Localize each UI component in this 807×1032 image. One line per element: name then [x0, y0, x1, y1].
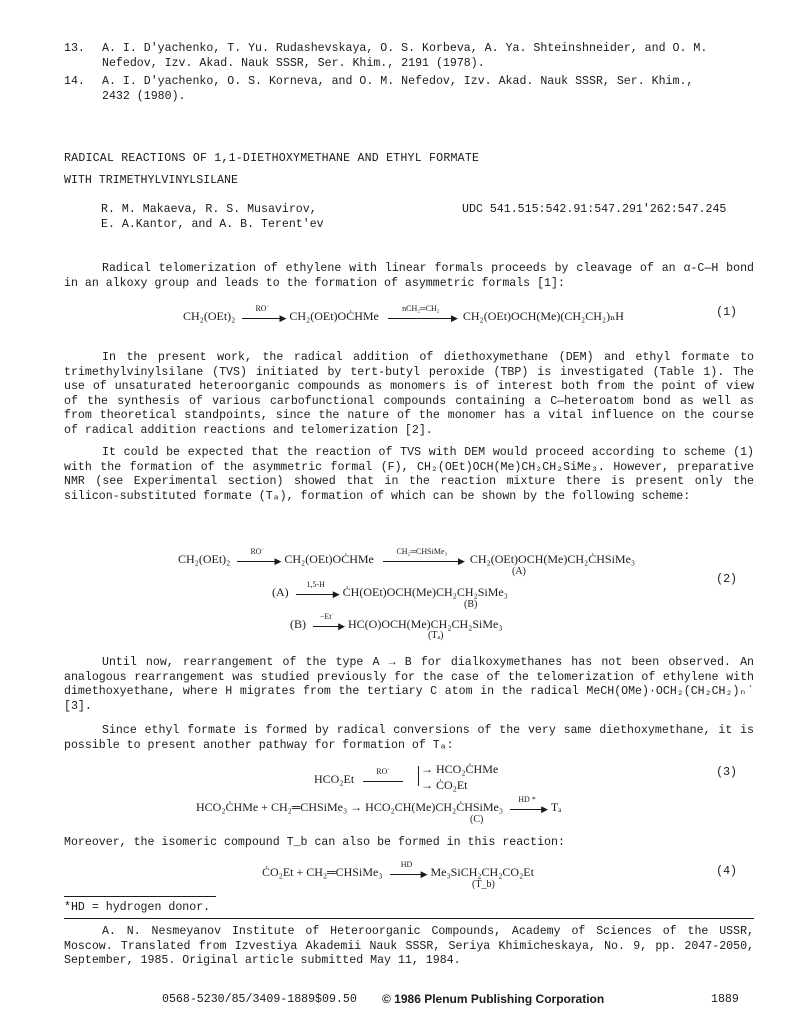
eq3-arrow-2-label: HD * [518, 794, 536, 804]
equation-4 [262, 859, 534, 880]
eq1-arrow-1: RO˙ ▶ [242, 316, 282, 319]
eq1-intermediate: CH₂(OEt)OĊHMe [289, 309, 379, 323]
eq2-arrow-3: 1,5-H ▶ [296, 592, 336, 595]
paragraph-1: Radical telomerization of ethylene with linear formals proceeds by cleavage of an α-C—H bond in an alkoxy group and leads to the formation of asymmetric formals [1]: [64, 262, 754, 290]
eq1-reactant: CH₂(OEt)₂ [183, 309, 236, 323]
eq2-arrow-1-label: RO˙ [250, 546, 265, 556]
eq2-radical-a: CH₂(OEt)OCH(Me)CH₂ĊHSiMe₃ [469, 552, 636, 566]
eq2-arrow-3-label: 1,5-H [306, 579, 325, 589]
eq3-tag-c: (C) [470, 814, 484, 825]
reference-text-line1: A. I. D'yachenko, O. S. Korneva, and O. M. Nefedov, Izv. Akad. Nauk SSSR, Ser. Khim., [102, 75, 694, 88]
equation-4-number: (4) [716, 865, 737, 878]
eq3-product: Tₐ [550, 800, 562, 814]
eq1-arrow-1-label: RO˙ [255, 303, 270, 313]
equation-2-number: (2) [716, 573, 737, 586]
footnote-rule [64, 896, 216, 897]
eq3-arrow-label: RO˙ [376, 766, 391, 776]
eq2-arrow-2-label: CH₂═CHSiMe₃ [396, 546, 448, 556]
eq2-tag-ta: (Tₐ) [428, 630, 444, 641]
article-title-line1: RADICAL REACTIONS OF 1,1-DIETHOXYMETHANE AND ETHYL FORMATE [64, 152, 480, 165]
article-title-line2: WITH TRIMETHYLVINYLSILANE [64, 174, 238, 187]
footnote: *HD = hydrogen donor. [64, 901, 211, 914]
footer-copyright: © 1986 Plenum Publishing Corporation [382, 992, 605, 1006]
footer-code: 0568-5230/85/3409-1889$09.50 [162, 993, 357, 1006]
equation-1 [183, 303, 624, 324]
udc-code: UDC 541.515:542.91:547.291'262:547.245 [462, 203, 727, 216]
eq2-arrow-4: −Et˙ ▶ [313, 624, 341, 627]
eq3-branch-1: → HCO₂ĊHMe [421, 762, 499, 776]
eq2-arrow-1: RO˙ ▶ [237, 559, 277, 562]
eq4-arrow: HD ▶ [390, 872, 424, 875]
eq3-branch-2: → ĊO₂Et [421, 778, 468, 792]
reference-text-line2: 2432 (1980). [102, 90, 186, 103]
equation-3-line2 [196, 794, 562, 815]
equation-2-line3 [290, 611, 503, 632]
paragraph-6: Moreover, the isomeric compound T_b can also be formed in this reaction: [64, 836, 565, 849]
eq2-tag-b: (B) [464, 599, 478, 610]
eq2-radical-b: ĊH(OEt)OCH(Me)CH₂CH₂SiMe₃ [342, 585, 508, 599]
authors-line2: E. A.Kantor, and A. B. Terent'ev [101, 218, 324, 231]
reference-text-line1: A. I. D'yachenko, T. Yu. Rudashevskaya, O. S. Korbeva, A. Ya. Shteinshneider, and O. M. [102, 42, 708, 55]
eq2-tag-a: (A) [512, 566, 526, 577]
eq2-arrow-2: CH₂═CHSiMe₃ ▶ [383, 559, 461, 562]
eq2-arrow-4-label: −Et˙ [319, 611, 335, 621]
eq3-arrow-2: HD * ▶ [510, 807, 544, 810]
eq2-line3-left: (B) [290, 617, 306, 631]
affiliation-rule [64, 918, 754, 919]
reference-text-line2: Nefedov, Izv. Akad. Nauk SSSR, Ser. Khim., 2191 (1978). [102, 57, 485, 70]
eq1-arrow-2: nCH₂═CH₂ ▶ [388, 316, 454, 319]
paragraph-3: It could be expected that the reaction of TVS with DEM would proceed according to scheme (1) with the formation of the asymmetric formal (F), CH₂(OEt)OCH(Me)CH₂CH₂SiMe₃. However, preparative NMR (see Experimental section) showed that in the reaction mixture there is present only the silicon-substituted formate (Tₐ), formation of which can be shown by the following scheme: [64, 446, 754, 503]
eq3-branch-bar [418, 766, 419, 786]
paragraph-4: Until now, rearrangement of the type A → B for dialkoxymethanes has not been observed. An analogous rearrangement was studied previously for the case of the telomerization of ethylene with dimethoxyethane, where H migrates from the tertiary C atom in the radical MeCH(OMe)·OCH₂(CH₂CH₂)ₙ˙ [3]. [64, 656, 754, 713]
eq2-product-ta: HC(O)OCH(Me)CH₂CH₂SiMe₃ [348, 617, 503, 631]
reference-number: 13. [64, 42, 85, 55]
eq4-reactants: ĊO₂Et + CH₂═CHSiMe₃ [262, 865, 383, 879]
eq4-arrow-label: HD [400, 859, 413, 869]
paragraph-2: In the present work, the radical addition of diethoxymethane (DEM) and ethyl formate to trimethylvinylsilane (TVS) initiated by tert-butyl peroxide (TBP) is investigated (Table 1). The use of unsaturated heteroorganic compounds as monomers is of interest both from the point of view of the synthesis of various carbofunctional compounds containing a C—heteroatom bond as well as from theoretical standpoints, since the nature of the monomer has a vital influence on the course of radical addition reactions and telomerization [2]. [64, 351, 754, 437]
eq1-product: CH₂(OEt)OCH(Me)(CH₂CH₂)ₙH [462, 309, 624, 323]
authors-line1: R. M. Makaeva, R. S. Musavirov, [101, 203, 317, 216]
eq3-branch-2-text: ĊO₂Et [436, 778, 468, 792]
eq3-reactant: HCO₂Et [314, 772, 355, 786]
equation-3-line1 [314, 766, 405, 787]
eq4-product: Me₃SiCH₂CH₂CO₂Et [430, 865, 534, 879]
eq3-branch-1-text: HCO₂ĊHMe [436, 762, 499, 776]
eq2-line2-left: (A) [272, 585, 289, 599]
affiliation: A. N. Nesmeyanov Institute of Heteroorganic Compounds, Academy of Sciences of the USSR, Moscow. Translated from Izvestiya Akademii Nauk SSSR, Seriya Khimicheskaya, No. 9, pp. 2047-2050, September, 1985. Original article submitted May 11, 1984. [64, 925, 754, 968]
eq3-line2-text: HCO₂ĊHMe + CH₂═CHSiMe₃ → HCO₂CH(Me)CH₂ĊHSiMe₃ [196, 800, 504, 814]
eq1-arrow-2-label: nCH₂═CH₂ [402, 303, 440, 313]
eq3-arrow [363, 766, 403, 782]
page-number: 1889 [711, 993, 739, 1006]
reference-number: 14. [64, 75, 85, 88]
eq2-intermediate: CH₂(OEt)OĊHMe [284, 552, 374, 566]
paragraph-5: Since ethyl formate is formed by radical conversions of the very same diethoxymethane, it is possible to present another pathway for formation of Tₐ: [64, 724, 754, 752]
equation-1-number: (1) [716, 306, 737, 319]
eq2-reactant: CH₂(OEt)₂ [178, 552, 231, 566]
equation-2-line1 [178, 546, 636, 567]
equation-2-line2 [272, 579, 508, 600]
equation-3-number: (3) [716, 766, 737, 779]
eq4-tag-tb: (T_b) [472, 879, 495, 890]
